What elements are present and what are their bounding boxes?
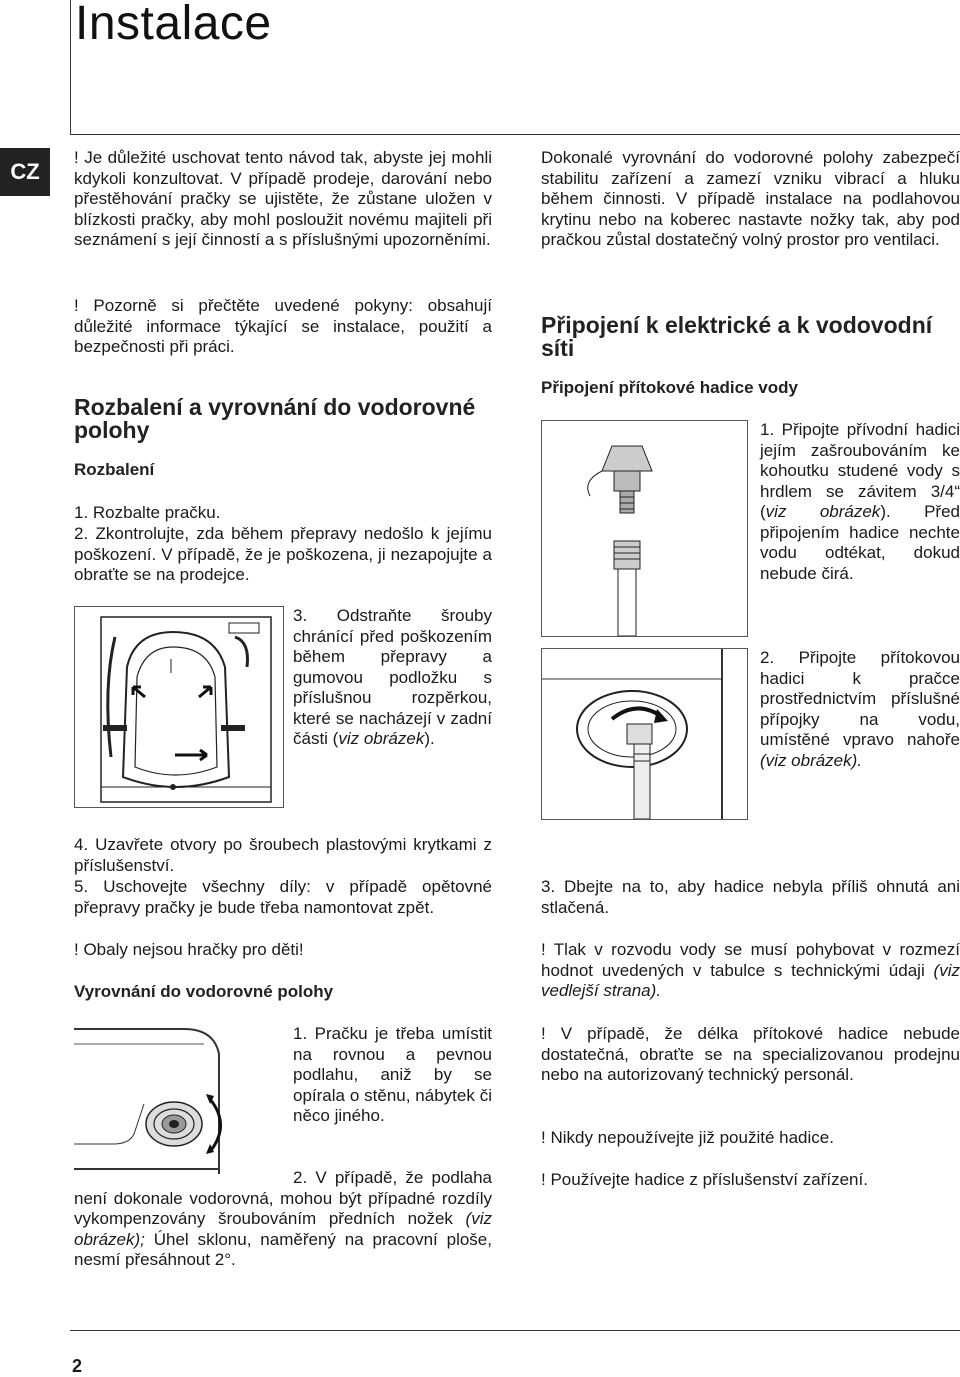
level-step-2: 2. V případě, že podlaha není dokonale vodorovná, mohou být případné rozdíly vykompenzovány šroubováním předních nožek (viz obrázek); Úhel sklonu, naměřený na pracovní ploše, nesmí přesáhnout 2°. [74, 1168, 492, 1269]
no-used-hoses-warning: ! Nikdy nepoužívejte již použité hadice. [541, 1128, 834, 1147]
safety-paragraph: ! Pozorně si přečtěte uvedené pokyny: obsahují důležité informace týkající se instalace, použití a bezpečnosti při práci. [74, 296, 492, 356]
unpack-step-5: 5. Uschovejte všechny díly: v případě opětovné přepravy pračky je bude třeba namontovat zpět. [74, 877, 492, 917]
figure-tap-hose [541, 420, 748, 637]
hose-length-warning: ! V případě, že délka přítokové hadice nebude dostatečná, obraťte se na specializovanou prodejnu nebo na autorizovaný technický personál. [541, 1024, 960, 1084]
pressure-warning: ! Tlak v rozvodu vody se musí pohybovat v rozmezí hodnot uvedených v tabulce s technickými údaji (viz vedlejší strana). [541, 940, 960, 1000]
header-divider-horizontal [70, 134, 960, 135]
tap-hose-illustration [542, 421, 747, 636]
intro-paragraph: ! Je důležité uschovat tento návod tak, abyste jej mohli kdykoli konzultovat. V případě prodeje, darování nebo přestěhování pračky se ujistěte, že zůstane uložen v blízkosti pračky, aby mohl posloužit novému majiteli při seznámení s její činností a s příslušnými upozorněními. [74, 148, 492, 249]
inlet-step-1: 1. Připojte přívodní hadici jejím zašroubováním ke kohoutku studené vody s hrdlem se závitem 3/4“ (viz obrázek). Před připojením hadice nechte vodu odtékat, dokud nebude čirá. [760, 420, 960, 583]
leveling-foot-illustration [74, 1024, 279, 1174]
level-step-1: 1. Pračku je třeba umístit na rovnou a pevnou podlahu, aniž by se opírala o stěnu, nábytek či něco jiného. [293, 1024, 492, 1125]
section-title-connections: Připojení k elektrické a k vodovodní síti [541, 312, 933, 361]
right-intro-paragraph: Dokonalé vyrovnání do vodorovné polohy zabezpečí stabilitu zařízení a zamezí vzniku vibrací a hluku během činnosti. V případě instalace na podlahovou krytinu nebo na koberec nastavte nožky tak, aby pod pračkou zůstal dostatečný volný prostor pro ventilaci. [541, 148, 960, 249]
language-tab: CZ [0, 148, 50, 196]
inlet-connection-illustration [542, 649, 747, 819]
inlet-step-2: 2. Připojte přítokovou hadici k pračce prostřednictvím příslušné přípojky na vodu, umístěné vpravo nahoře (viz obrázek). [760, 648, 960, 770]
figure-leveling-foot [74, 1024, 279, 1174]
page-number: 2 [72, 1356, 83, 1376]
washer-back-illustration [75, 607, 283, 807]
unpack-step-3: 3. Odstraňte šrouby chránící před poškozením během přepravy a gumovou podložku s příslušnou rozpěrkou, které se nacházejí v zadní části (viz obrázek). [293, 606, 492, 748]
subheading-inlet-hose: Připojení přítokové hadice vody [541, 378, 798, 397]
unpack-step-1: 1. Rozbalte pračku. [74, 503, 221, 522]
footer-divider [70, 1330, 960, 1331]
warning-children: ! Obaly nejsou hračky pro děti! [74, 940, 304, 959]
header-divider-vertical [70, 0, 71, 134]
unpack-step-2: 2. Zkontrolujte, zda během přepravy nedošlo k jejímu poškození. V případě, že je poškozena, ji nezapojujte a obraťte se na prodejce. [74, 524, 492, 584]
figure-washer-back [74, 606, 284, 808]
unpack-step-4: 4. Uzavřete otvory po šroubech plastovými krytkami z příslušenství. [74, 835, 492, 875]
subheading-unpacking: Rozbalení [74, 460, 155, 479]
section-title-unpacking-leveling: Rozbalení a vyrovnání do vodorovné polohy [74, 394, 476, 443]
use-accessory-hoses-note: ! Používejte hadice z příslušenství zařízení. [541, 1170, 868, 1189]
subheading-leveling: Vyrovnání do vodorovné polohy [74, 982, 334, 1001]
inlet-step-3: 3. Dbejte na to, aby hadice nebyla příliš ohnutá ani stlačená. [541, 877, 960, 917]
figure-inlet-connection [541, 648, 748, 820]
page-title: Instalace [75, 0, 272, 50]
